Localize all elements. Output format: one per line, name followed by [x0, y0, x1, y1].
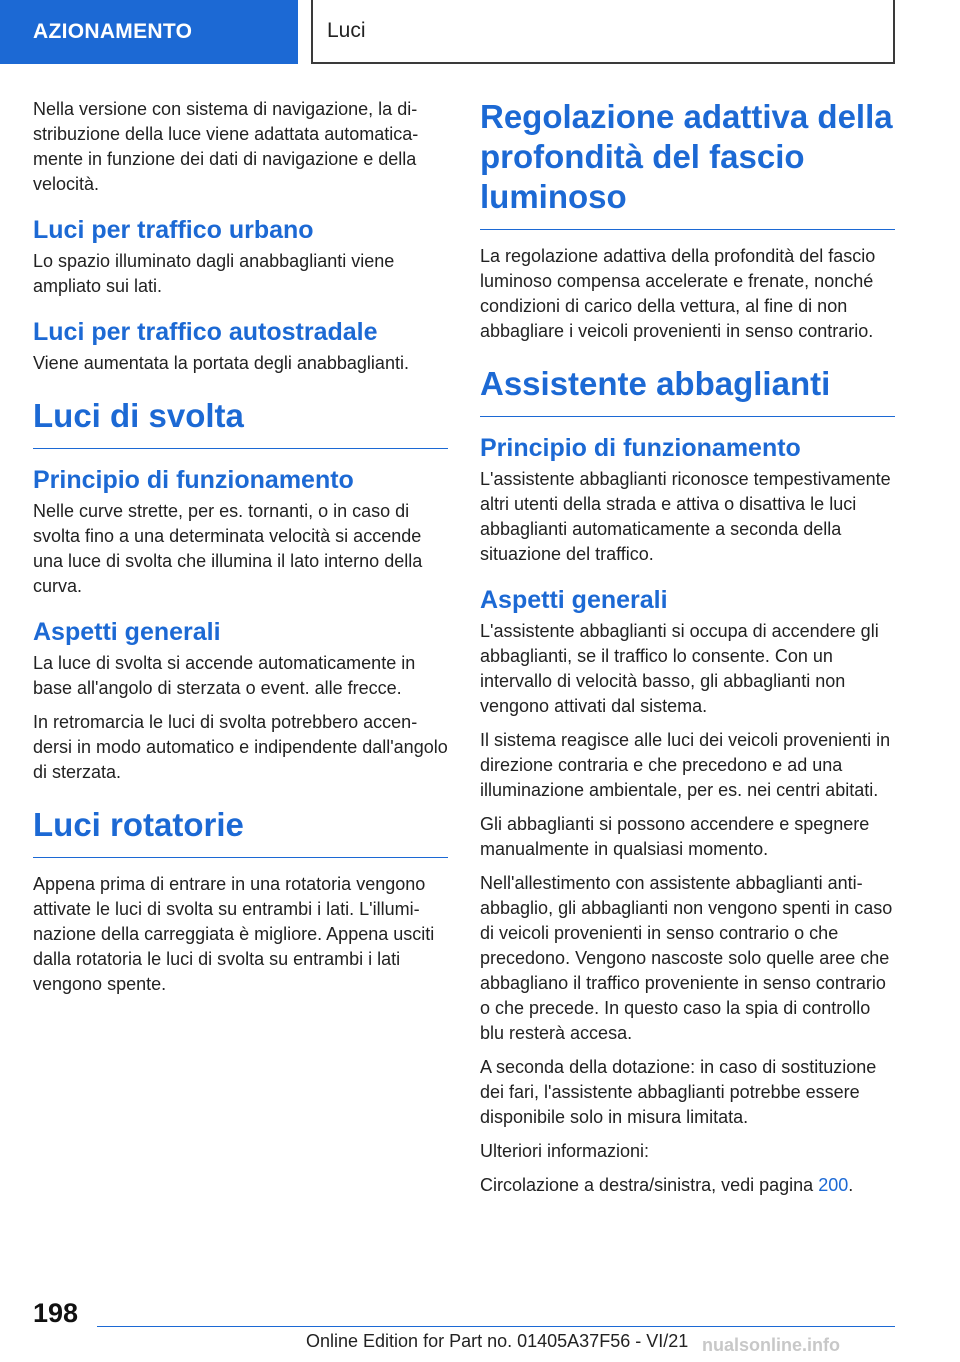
section-tab	[0, 0, 298, 64]
paragraph-assistente-aspetti-3: Gli abbaglianti si possono accendere e spegnere manualmente in qualsiasi momento.	[480, 814, 870, 859]
paragraph-svolta-aspetti-1: La luce di svolta si accende automaticamente in base all'angolo di sterzata o event. alle frecce.	[33, 653, 416, 698]
right-column	[480, 97, 895, 1207]
heading-traffico-urbano: Luci per traffico urbano	[33, 216, 314, 244]
heading-assistente-aspetti: Aspetti generali	[480, 586, 668, 614]
section-title: AZIONAMENTO	[33, 20, 193, 43]
footer-edition: Online Edition for Part no. 01405A37F56 - VI/21	[306, 1331, 689, 1351]
heading-assistente-principio: Principio di funzionamento	[480, 434, 801, 462]
heading-svolta-principio: Principio di funzionamento	[33, 466, 354, 494]
heading-regolazione-profondita: Regolazione adattiva della profondità del fascio luminoso	[480, 97, 895, 230]
cross-reference-text: Circolazione a destra/sinistra, vedi pagina	[480, 1175, 819, 1195]
paragraph-traffico-autostradale: Viene aumentata la portata degli anabbaglianti.	[33, 353, 409, 373]
paragraph-rotatorie: Appena prima di entrare in una rotatoria vengono attivate le luci di svolta su entrambi i lati. L'illuminazione della carreggiata è migliore. Appena usciti dalla rotatoria le luci di svolta su entrambi i lati vengono spente.	[33, 874, 435, 994]
paragraph-assistente-aspetti-4: Nell'allestimento con assistente abbaglianti antiabbaglio, gli abbaglianti non vengono spenti in caso di veicoli provenienti in senso contrario o che precedono. Vengono nascoste solo quelle aree che abbagliano il traffico proveniente in senso contrario o che precede. In questo caso la spia di controllo blu resterà accesa.	[480, 873, 893, 1043]
cross-reference-suffix: .	[848, 1175, 854, 1195]
heading-luci-rotatorie: Luci rotatorie	[33, 805, 448, 858]
chapter-header	[311, 0, 895, 64]
cross-reference	[480, 1173, 895, 1198]
paragraph-svolta-aspetti-2: In retromarcia le luci di svolta potrebbero accendersi in modo automatico e indipendente dall'angolo di sterzata.	[33, 712, 448, 782]
paragraph-assistente-aspetti-1: L'assistente abbaglianti si occupa di accendere gli abbaglianti, se il traffico lo consente. Con un intervallo di velocità basso, gli abbaglianti non vengono attivati dal sistema.	[480, 621, 879, 716]
heading-assistente-abbaglianti: Assistente abbaglianti	[480, 364, 895, 417]
watermark: nualsonline.info	[702, 1335, 840, 1355]
paragraph-ulteriori-informazioni: Ulteriori informazioni:	[480, 1141, 650, 1161]
paragraph-assistente-aspetti-5: A seconda della dotazione: in caso di sostituzione dei fari, l'assistente abbaglianti potrebbe essere disponibile solo in misura limitata.	[480, 1057, 877, 1127]
paragraph-assistente-aspetti-2: Il sistema reagisce alle luci dei veicoli provenienti in direzione contraria e che precedono e ad una illuminazione ambientale, per es. nei centri abitati.	[480, 730, 891, 800]
page-link-200[interactable]: 200	[818, 1175, 849, 1195]
heading-luci-di-svolta: Luci di svolta	[33, 396, 448, 449]
paragraph-regolazione-profondita: La regolazione adattiva della profondità del fascio luminoso compensa accelerate e frenate, nonché condizioni di carico della vettura, al fine di non abbagliare i veicoli provenienti in senso contrario.	[480, 246, 876, 341]
page-number: 198	[33, 1298, 79, 1328]
paragraph-svolta-principio: Nelle curve strette, per es. tornanti, o in caso di svolta fino a una determinata velocità si accende una luce di svolta che illumina il lato interno della curva.	[33, 501, 423, 596]
footer-divider	[97, 1326, 895, 1327]
heading-traffico-autostradale: Luci per traffico autostradale	[33, 318, 378, 346]
intro-paragraph: Nella versione con sistema di navigazione, la distribuzione della luce viene adattata automaticamente in funzione dei dati di navigazione e della velocità.	[33, 99, 419, 194]
left-column	[33, 97, 448, 1006]
chapter-title: Luci	[327, 19, 366, 42]
paragraph-traffico-urbano: Lo spazio illuminato dagli anabbaglianti viene ampliato sui lati.	[33, 251, 395, 296]
heading-svolta-aspetti: Aspetti generali	[33, 618, 221, 646]
paragraph-assistente-principio: L'assistente abbaglianti riconosce tempestivamente altri utenti della strada e attiva o disattiva le luci abbaglianti automaticamente a seconda della situazione del traffico.	[480, 469, 891, 564]
